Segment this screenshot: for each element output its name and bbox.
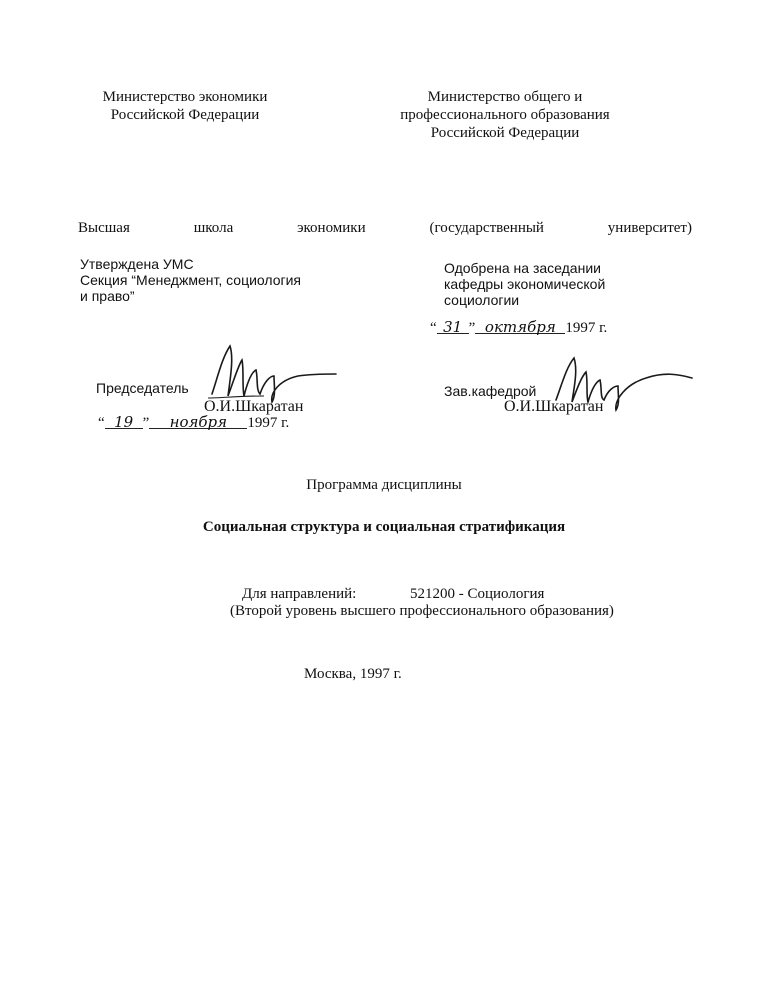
approved-year: 1997 г. <box>247 415 290 431</box>
school-word-1: Высшая <box>78 220 130 236</box>
approved-day: 19 <box>114 413 134 431</box>
ministry-education-line-1: Министерство общего и <box>427 89 583 105</box>
ministry-education <box>380 88 630 142</box>
chair-signature <box>200 336 340 406</box>
program-title: Социальная структура и социальная стратификация <box>202 519 566 535</box>
head-label: Зав.кафедрой <box>444 383 537 399</box>
head-name: О.И.Шкаратан <box>504 398 604 415</box>
approved-line-2: Секция “Менеджмент, социология <box>80 272 302 288</box>
endorsed-year: 1997 г. <box>565 320 608 336</box>
endorsed-line-3: социологии <box>444 292 520 308</box>
school-word-5: университет) <box>607 220 692 236</box>
direction-label: Для направлений: <box>242 586 357 602</box>
program-label: Программа дисциплины <box>306 477 462 493</box>
school-name <box>78 220 692 237</box>
endorsed-line-1: Одобрена на заседании <box>444 260 601 276</box>
approved-line-3: и право” <box>80 288 135 304</box>
ministry-education-line-3: Российской Федерации <box>430 125 580 141</box>
place-date: Москва, 1997 г. <box>304 666 402 682</box>
ministry-education-line-2: профессионального образования <box>400 107 610 123</box>
approved-block <box>80 256 360 304</box>
ministry-economy <box>80 88 290 124</box>
chair-label: Председатель <box>96 380 189 396</box>
chair-name: О.И.Шкаратан <box>204 398 304 415</box>
approved-quote-open: “ <box>98 415 105 431</box>
school-word-2: школа <box>193 220 234 236</box>
endorsed-day: 31 <box>443 318 463 336</box>
endorsed-block <box>444 260 664 308</box>
ministry-economy-line-1: Министерство экономики <box>102 89 268 105</box>
endorsed-line-2: кафедры экономической <box>444 276 606 292</box>
endorsed-quote-open: “ <box>430 320 437 336</box>
endorsed-quote-close: ” <box>468 320 476 336</box>
school-word-4: (государственный <box>429 220 544 236</box>
school-word-3: экономики <box>297 220 366 236</box>
endorsed-month: октября <box>484 318 556 336</box>
endorsed-date <box>430 318 607 337</box>
approved-month: ноября <box>169 413 228 431</box>
approved-date <box>98 413 289 432</box>
approved-line-1: Утверждена УМС <box>80 256 194 272</box>
approved-quote-close: ” <box>142 415 150 431</box>
ministry-economy-line-2: Российской Федерации <box>110 107 260 123</box>
direction-value: 521200 - Социология <box>410 586 545 602</box>
education-level: (Второй уровень высшего профессионального образования) <box>230 603 614 619</box>
